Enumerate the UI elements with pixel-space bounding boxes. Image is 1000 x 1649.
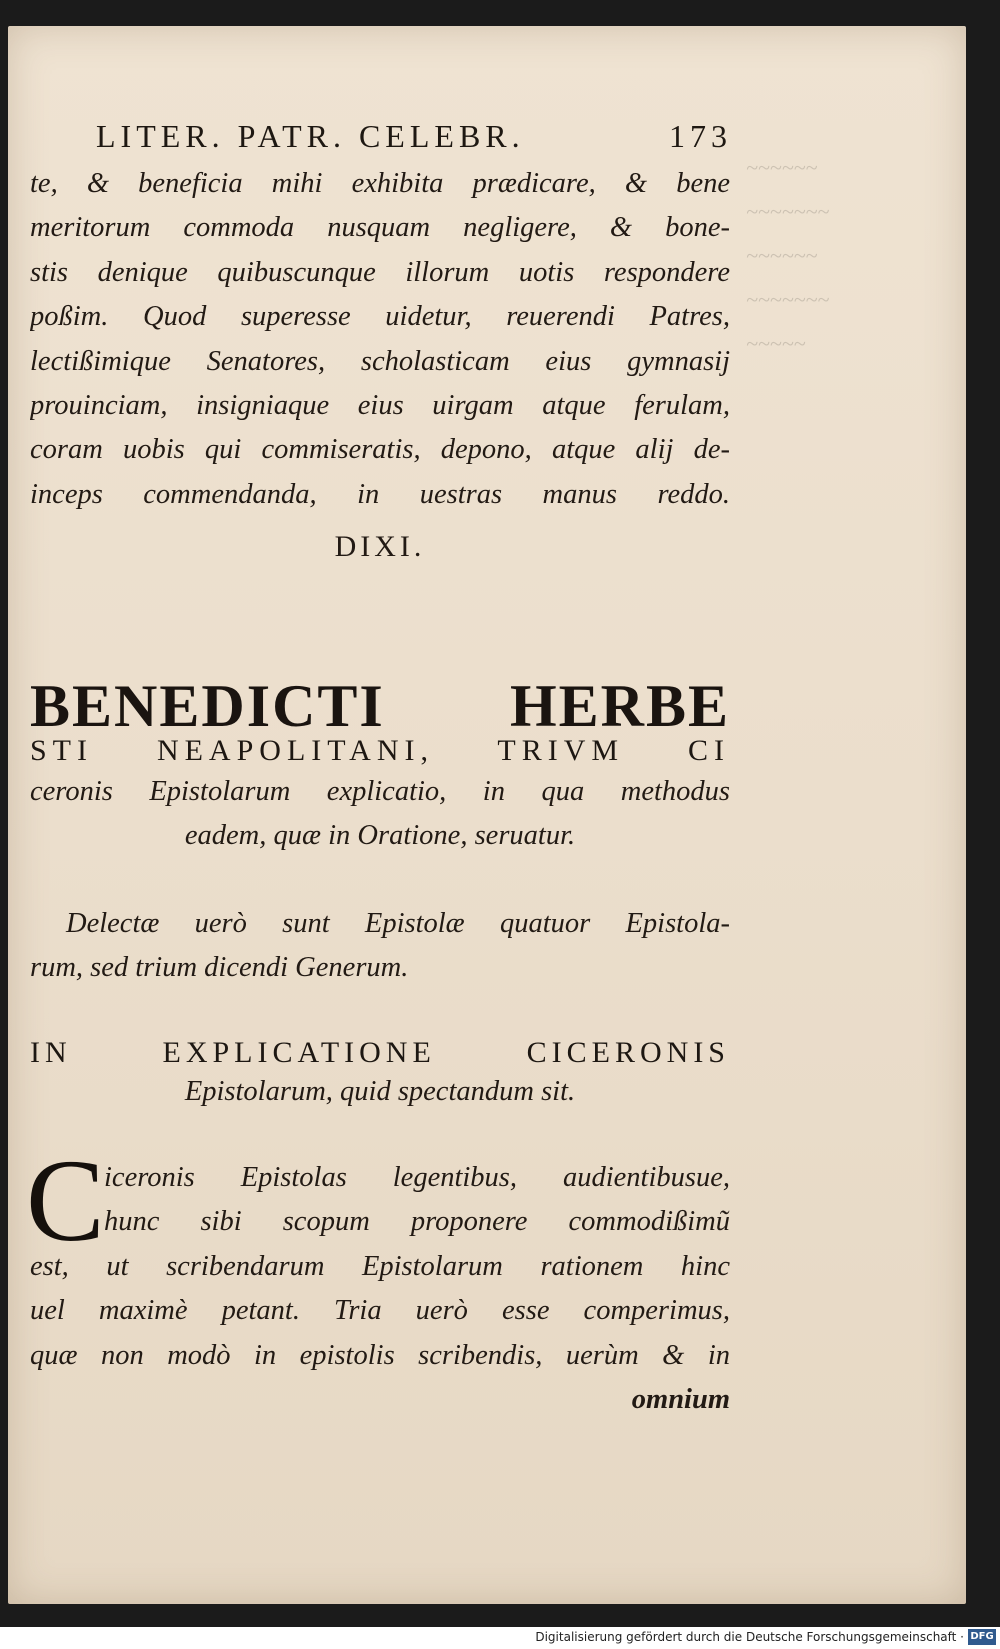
closing-paragraph [30,168,730,523]
note-line-2: rum, sed trium dicendi Generum. [30,952,409,984]
text-line: lectißimique Senatores, scholasticam eius gymnasij [30,345,730,377]
dfg-logo: DFG [968,1629,996,1645]
selection-note [30,908,730,997]
funding-credit: Digitalisierung gefördert durch die Deutsche Forschungsgemeinschaft · [535,1630,964,1644]
text-line: poßim. Quod superesse uidetur, reuerendi Patres, [30,301,730,333]
body-paragraph [30,1162,730,1428]
running-head [96,118,732,155]
text-line: stis denique quibuscunque illorum uotis respondere [30,256,730,288]
show-through-text: ~~~~~~ ~~~~~~~ ~~~~~~ ~~~~~~~ ~~~~~ [746,155,830,356]
section-subheading: Epistolarum, quid spectandum sit. [184,1076,576,1107]
page-number: 173 [669,118,732,154]
note-line-1: Delectæ uerò sunt Epistolæ quatuor Epistola- [66,908,730,939]
text-line: prouinciam, insigniaque eius uirgam atque ferulam, [30,389,730,421]
text-line: meritorum commoda nusquam negligere, & bone- [30,212,730,244]
title-line-2: STI NEAPOLITANI, TRIVM CI [30,734,730,767]
text-line: quæ non modò in epistolis scribendis, uerùm & in [30,1339,730,1371]
dixi-heading: DIXI. [334,530,426,563]
drop-cap: C [26,1135,105,1266]
running-head-title: LITER. PATR. CELEBR. [96,118,525,154]
text-line: te, & beneficia mihi exhibita prædicare, & bene [30,168,730,199]
text-line: uel maximè petant. Tria uerò esse comperimus, [30,1295,730,1327]
title-continuation [30,776,730,865]
title-line-3: ceronis Epistolarum explicatio, in qua methodus [30,776,730,807]
text-line: est, ut scribendarum Epistolarum rationem hinc [30,1250,730,1282]
catchword: omnium [631,1383,730,1415]
text-line: coram uobis qui commiseratis, depono, atque alij de- [30,434,730,466]
text-line: hunc sibi scopum proponere commodißimũ [104,1206,730,1238]
section-heading: IN EXPLICATIONE CICERONIS [30,1036,730,1069]
title-line-4: eadem, quæ in Oratione, seruatur. [184,820,576,852]
text-line: iceronis Epistolas legentibus, audientibusue, [104,1162,730,1193]
section-subheading-block [30,1076,730,1120]
text-line: inceps commendanda, in uestras manus reddo. [30,478,730,510]
title-line-1: BENEDICTI HERBE [30,673,730,739]
